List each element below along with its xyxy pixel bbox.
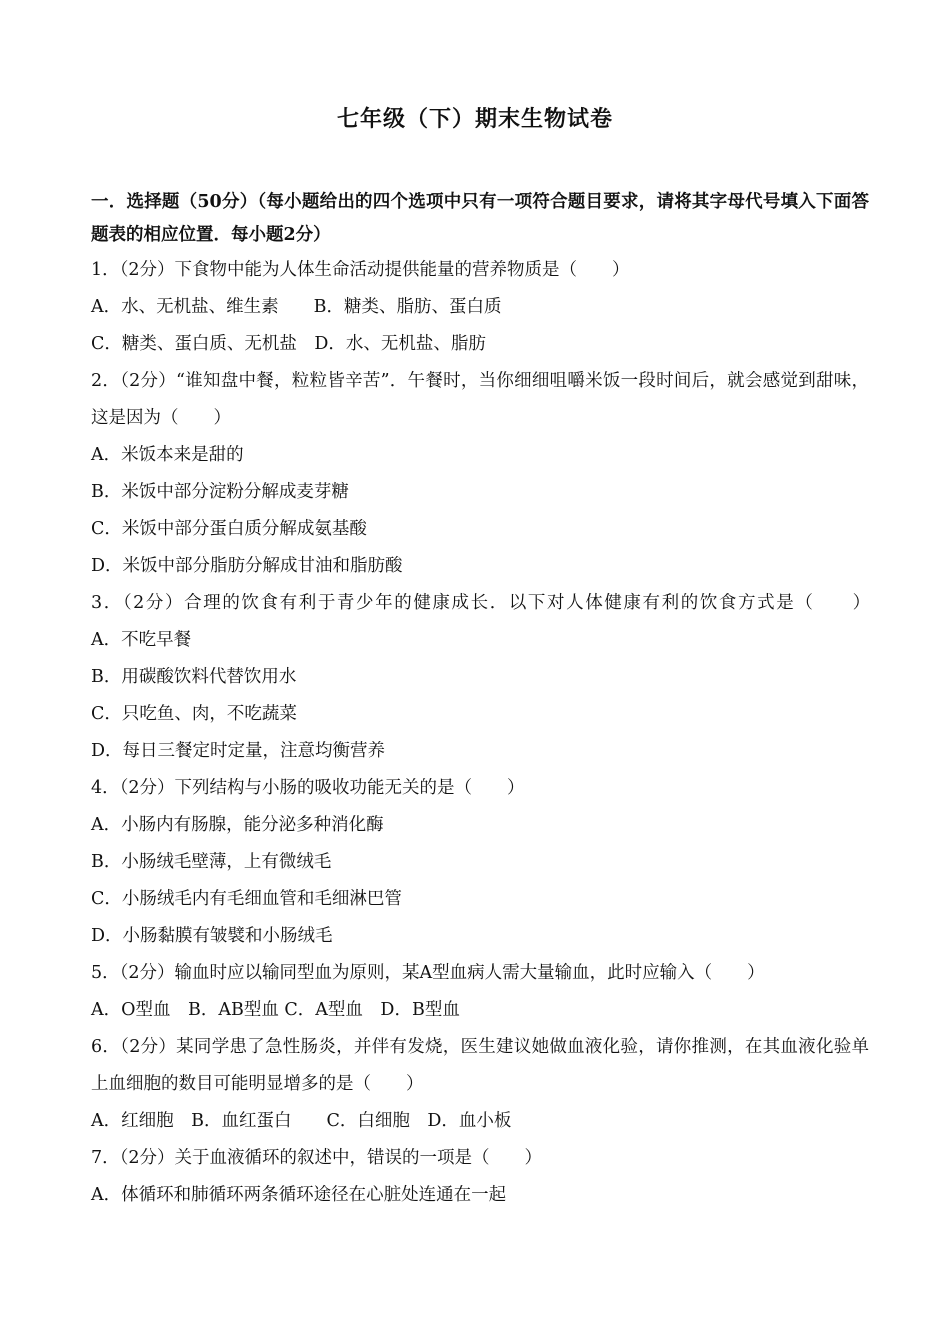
question-stem: 5．（2分）输血时应以输同型血为原则，某A型血病人需大量输血，此时应输入（ ） (91, 963, 765, 983)
section-header: 一．选择题（50分）（每小题给出的四个选项中只有一项符合题目要求，请将其字母代号填入下面答题表的相应位置．每小题2分） (91, 192, 869, 245)
question-3 (91, 585, 872, 770)
option-line: A．不吃早餐 (91, 630, 192, 650)
question-stem: 2．（2分）“谁知盘中餐，粒粒皆辛苦”．午餐时，当你细细咀嚼米饭一段时间后，就会感觉到甜味，这是因为（ ） (91, 371, 869, 428)
option-line: A．红细胞 B．血红蛋白 C．白细胞 D．血小板 (91, 1111, 512, 1131)
question-stem: 3．（2分）合理的饮食有利于青少年的健康成长．以下对人体健康有利的饮食方式是（ ） (91, 593, 872, 613)
option-line: C．只吃鱼、肉，不吃蔬菜 (91, 704, 297, 724)
question-5 (91, 955, 869, 1029)
option-line: D．每日三餐定时定量，注意均衡营养 (91, 741, 386, 761)
question-6 (91, 1029, 869, 1140)
question-4 (91, 770, 869, 955)
option-line: A．小肠内有肠腺，能分泌多种消化酶 (91, 815, 384, 835)
option-line: A．米饭本来是甜的 (91, 445, 244, 465)
option-line: A．水、无机盐、维生素 B．糖类、脂肪、蛋白质 (91, 297, 502, 317)
question-stem: 1．（2分）下食物中能为人体生命活动提供能量的营养物质是（ ） (91, 260, 630, 280)
option-line: B．用碳酸饮料代替饮用水 (91, 667, 297, 687)
option-line: C．小肠绒毛内有毛细血管和毛细淋巴管 (91, 889, 402, 909)
option-line: B．小肠绒毛壁薄，上有微绒毛 (91, 852, 332, 872)
option-line: D．小肠黏膜有皱襞和小肠绒毛 (91, 926, 333, 946)
question-7 (91, 1140, 869, 1214)
option-line: A．O型血 B．AB型血 C．A型血 D．B型血 (91, 1000, 460, 1020)
question-1 (91, 252, 869, 363)
question-stem: 6．（2分）某同学患了急性肠炎，并伴有发烧，医生建议她做血液化验，请你推测，在其血液化验单上血细胞的数目可能明显增多的是（ ） (91, 1037, 869, 1094)
option-line: C．米饭中部分蛋白质分解成氨基酸 (91, 519, 367, 539)
exam-content (91, 186, 872, 1214)
option-line: D．米饭中部分脂肪分解成甘油和脂肪酸 (91, 556, 403, 576)
option-line: C．糖类、蛋白质、无机盐 D．水、无机盐、脂肪 (91, 334, 486, 354)
option-line: A．体循环和肺循环两条循环途径在心脏处连通在一起 (91, 1185, 507, 1205)
question-2 (91, 363, 869, 585)
page-title: 七年级（下）期末生物试卷 (336, 106, 613, 132)
question-stem: 7．（2分）关于血液循环的叙述中，错误的一项是（ ） (91, 1148, 543, 1168)
option-line: B．米饭中部分淀粉分解成麦芽糖 (91, 482, 349, 502)
question-stem: 4．（2分）下列结构与小肠的吸收功能无关的是（ ） (91, 778, 525, 798)
